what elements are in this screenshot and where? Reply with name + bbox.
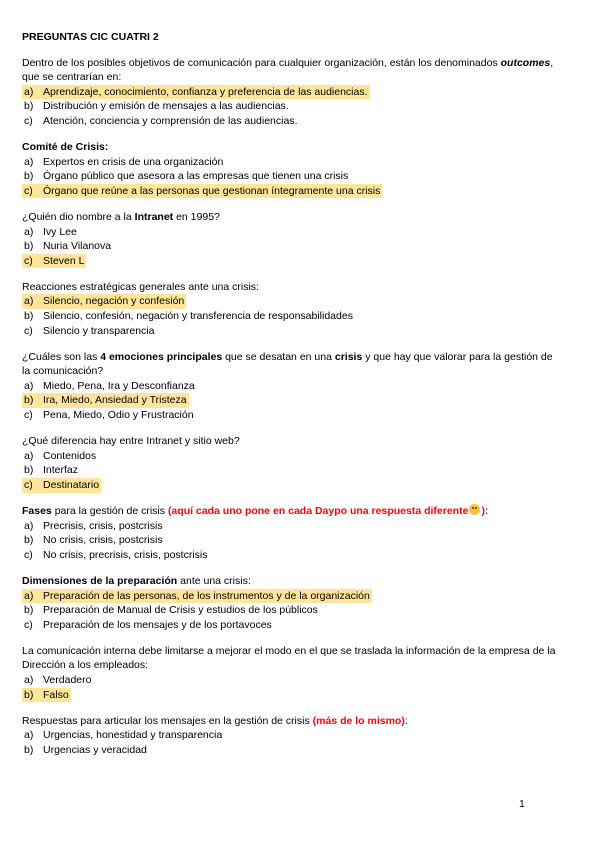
document-content: [22, 30, 588, 769]
question-6: [22, 434, 588, 492]
question-7: [22, 504, 588, 562]
question-5: [22, 350, 588, 423]
answer-option: c) Pena, Miedo, Odio y Frustración: [24, 409, 194, 422]
outcomes-term: outcomes: [500, 56, 551, 69]
question-2: [22, 140, 588, 198]
answer-option: a) Precrisis, crisis, postcrisis: [24, 519, 163, 532]
question-stem: Fases para la gestión de crisis (aquí cada uno pone en cada Daypo una respuesta diferente ):: [22, 505, 489, 518]
answer-option-correct: b) Falso: [24, 688, 69, 701]
answer-option: a) Contenidos: [24, 449, 97, 462]
answer-option-correct: b) Ira, Miedo, Ansiedad y Tristeza: [24, 394, 187, 407]
question-9: [22, 644, 588, 702]
answer-option-correct: a) Preparación de las personas, de los instrumentos y de la organización: [24, 589, 370, 602]
question-8: [22, 574, 588, 632]
answer-option: a) Expertos en crisis de una organización: [24, 155, 224, 168]
answer-option: c) Preparación de los mensajes y de los portavoces: [24, 618, 272, 631]
answer-option-correct: c) Steven L: [24, 254, 85, 267]
question-stem: Comité de Crisis:: [22, 141, 109, 154]
question-stem: Reacciones estratégicas generales ante una crisis:: [22, 280, 259, 293]
red-note: (más de lo mismo): [312, 714, 405, 727]
answer-option: a) Ivy Lee: [24, 225, 77, 238]
answer-option-correct: c) Destinatario: [24, 478, 100, 491]
red-note: (aquí cada uno pone en cada Daypo una respuesta diferente: [167, 505, 469, 518]
question-4: [22, 280, 588, 338]
answer-option-correct: a) Aprendizaje, conocimiento, confianza y preferencia de las audiencias.: [24, 85, 368, 98]
answer-option: c) No crisis, precrisis, crisis, postcrisis: [24, 548, 208, 561]
question-stem: ¿Qué diferencia hay entre Intranet y sitio web?: [22, 435, 240, 448]
answer-option: c) Silencio y transparencia: [24, 324, 155, 337]
question-stem: Respuestas para articular los mensajes en la gestión de crisis (más de lo mismo):: [22, 714, 408, 727]
question-stem: Dimensiones de la preparación ante una crisis:: [22, 574, 251, 587]
answer-option: a) Urgencias, honestidad y transparencia: [24, 729, 223, 742]
document-title: PREGUNTAS CIC CUATRI 2: [22, 31, 159, 43]
question-stem-line2: que se centrarían en:: [22, 71, 122, 84]
question-stem: Dentro de los posibles objetivos de comunicación para cualquier organización, están los denominados outcomes,: [22, 56, 554, 69]
laughing-emoji-icon: [469, 504, 480, 515]
question-10: [22, 714, 588, 758]
answer-option: b) Urgencias y veracidad: [24, 743, 147, 756]
question-1: [22, 56, 588, 129]
answer-option: b) Silencio, confesión, negación y transferencia de responsabilidades: [24, 310, 353, 322]
question-stem: ¿Cuáles son las 4 emociones principales que se desatan en una crisis y que hay que valorar para la gestión de: [22, 350, 553, 363]
answer-option: b) Órgano público que asesora a las empresas que tienen una crisis: [24, 170, 349, 183]
answer-option: c) Atención, conciencia y comprensión de las audiencias.: [24, 114, 298, 127]
answer-option: b) Nuria Vilanova: [24, 240, 112, 253]
answer-option: b) Preparación de Manual de Crisis y estudios de los públicos: [24, 604, 318, 617]
answer-option: b) Distribución y emisión de mensajes a las audiencias.: [24, 100, 289, 113]
answer-option: b) Interfaz: [24, 464, 79, 477]
answer-option-correct: c) Órgano que reúne a las personas que gestionan íntegramente una crisis: [24, 184, 381, 197]
question-stem-line2: la comunicación?: [22, 365, 104, 378]
question-stem: La comunicación interna debe limitarse a mejorar el modo en el que se traslada la información de la empresa de la: [22, 644, 556, 657]
question-3: [22, 210, 588, 268]
answer-option: a) Verdadero: [24, 673, 92, 686]
answer-option-correct: a) Silencio, negación y confesión: [24, 295, 185, 308]
answer-option: a) Miedo, Pena, Ira y Desconfianza: [24, 379, 195, 392]
answer-option: b) No crisis, crisis, postcrisis: [24, 534, 163, 547]
question-stem: ¿Quién dio nombre a la Intranet en 1995?: [22, 210, 220, 223]
question-stem-line2: Dirección a los empleados:: [22, 659, 149, 672]
page-number: 1: [519, 798, 525, 810]
